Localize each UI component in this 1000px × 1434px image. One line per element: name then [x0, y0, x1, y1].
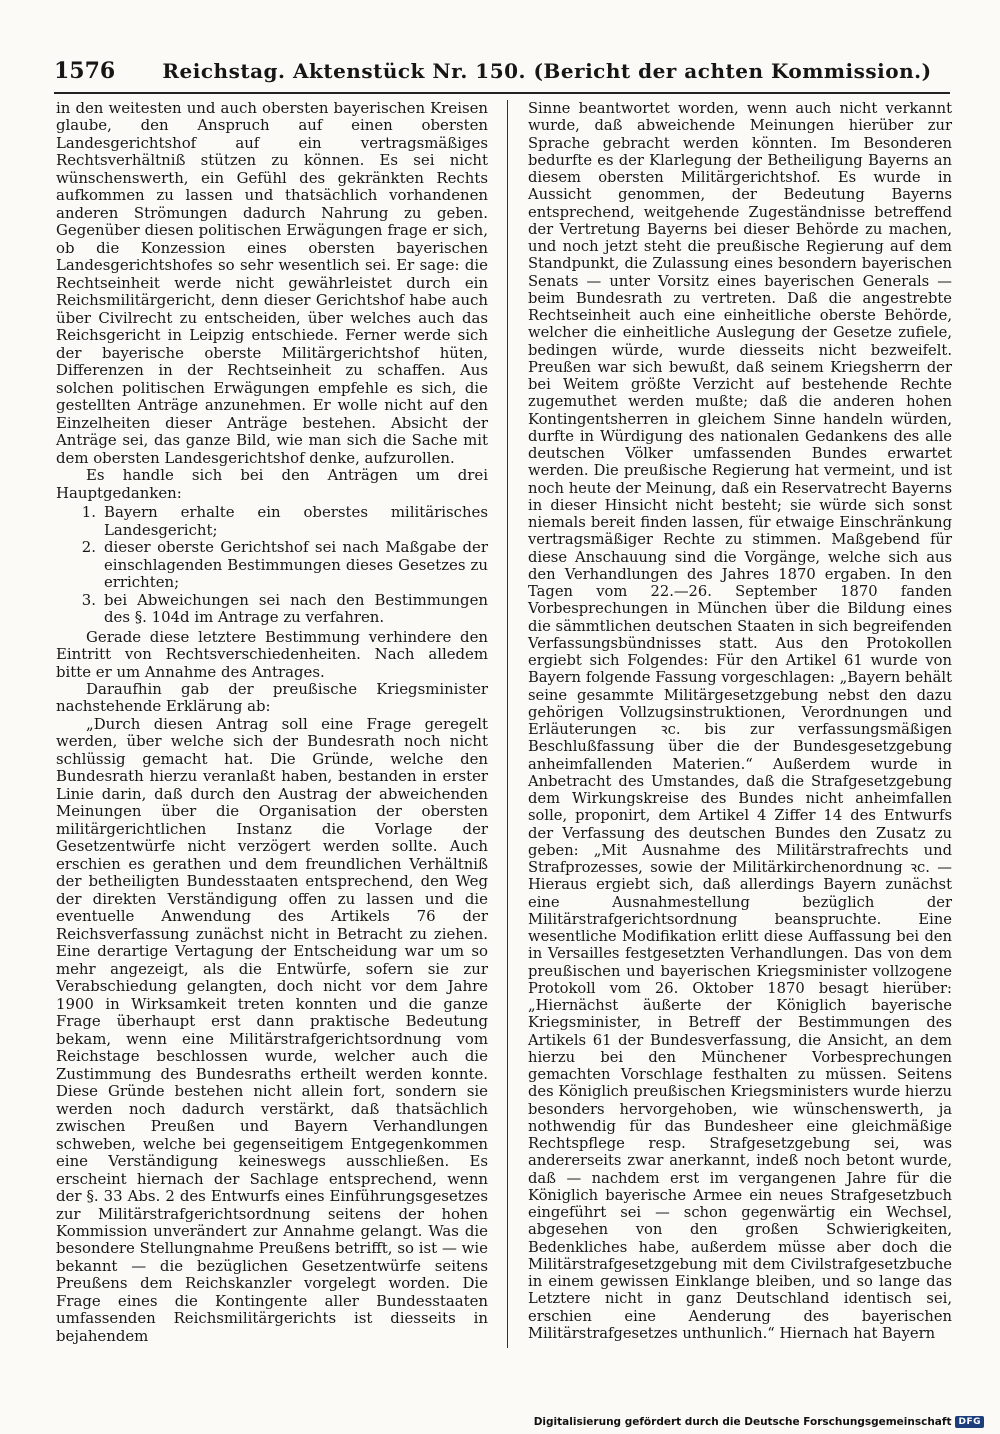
list-number: 2.: [81, 538, 96, 557]
left-column: [56, 100, 488, 1345]
right-column: [528, 100, 952, 1342]
list-item: [56, 539, 488, 591]
header-rule: [54, 92, 950, 94]
digitization-credit: [534, 1416, 984, 1428]
page-number: 1576: [54, 58, 116, 84]
paragraph: Gerade diese letztere Bestimmung verhindere den Eintritt von Rechtsverschiedenheiten. Nach alledem bitte er um Annahme des Antrages.: [56, 627, 488, 681]
quoted-declaration: „Durch diesen Antrag soll eine Frage geregelt werden, über welche sich der Bundesrath noch nicht schlüssig gemacht hat. Die Gründe, welche den Bundesrath hierzu veranlaßt haben, bestanden in erster Linie darin, daß durch den Austrag der abweichenden Meinungen über die Organisation der obersten militärgerichtlichen Instanz die Vorlage der Gesetzentwürfe nicht verzögert werden sollte. Auch erschien es gerathen und dem freundlichen Verhältniß der betheiligten Bundesstaaten entsprechend, den Weg der direkten Verständigung offen zu lassen und die eventuelle Anwendung des Artikels 76 der Reichsverfassung zunächst nicht in Betracht zu ziehen. Eine derartige Vertagung der Entscheidung war um so mehr angezeigt, als die Entwürfe, sofern sie zur Verabschiedung gelangten, doch nicht vor dem Jahre 1900 in Wirksamkeit treten konnten und die ganze Frage überhaupt erst dann praktische Bedeutung bekam, wenn eine Militärstrafgerichtsordnung vom Reichstage beschlossen wurde, welcher auch die Zustimmung des Bundesraths ertheilt werden konnte. Diese Gründe bestehen nicht allein fort, sondern sie werden noch dadurch verstärkt, daß thatsächlich zwischen Preußen und Bayern Verhandlungen schweben, welche bei gegenseitigem Entgegenkommen eine Verständigung keineswegs ausschließen. Es erscheint hiernach der Sachlage entsprechend, wenn der §. 33 Abs. 2 des Entwurfs eines Einführungsgesetzes zur Militärstrafgerichtsordnung seitens der hohen Kommission unverändert zur Annahme gelangt. Was die besondere Stellungnahme Preußens betrifft, so ist — wie bekannt — die bezüglichen Gesetzentwürfe seitens Preußens dem Reichskanzler vorgelegt worden. Die Frage eines die Kontingente aller Bundesstaaten umfassenden Reichsmilitärgerichts ist diesseits in bejahendem: [56, 714, 488, 1345]
list-text: Bayern erhalte ein oberstes militärisches Landesgericht;: [104, 503, 488, 539]
list-number: 3.: [81, 590, 96, 609]
page-header: [54, 58, 950, 88]
paragraph: Daraufhin gab der preußische Kriegsminister nachstehende Erklärung ab:: [56, 679, 488, 716]
list-text: dieser oberste Gerichtshof sei nach Maßgabe der einschlagenden Bestimmungen dieses Gesetzes zu errichten;: [104, 538, 488, 592]
list-text: bei Abweichungen sei nach den Bestimmungen des §. 104d im Antrage zu verfahren.: [104, 590, 488, 627]
paragraph: Sinne beantwortet worden, wenn auch nicht verkannt wurde, daß abweichende Meinungen hierüber zur Sprache gebracht werden könnten. Im Besonderen bedurfte es der Klarlegung der Betheiligung Bayerns an diesem obersten Militärgerichtshof. Es wurde in Aussicht genommen, der Bedeutung Bayerns entsprechend, weitgehende Zugeständnisse betreffend der Vertretung Bayerns bei dieser Behörde zu machen, und noch jetzt steht die preußische Regierung auf dem Standpunkt, die Zulassung eines besondern bayerischen Senats — unter Vorsitz eines bayerischen Generals — beim Bundesrath zu vertreten. Daß die angestrebte Rechtseinheit auch eine einheitliche oberste Behörde, welcher die einheitliche Auslegung der Gesetze zufiele, bedingen würde, wurde diesseits nicht bezweifelt. Preußen war sich bewußt, daß seinem Kriegsherrn der bei Weitem größte Verzicht auf bestehende Rechte zugemuthet werden mußte; daß die anderen hohen Kontingentsherren in gleichem Sinne handeln würden, durfte in Würdigung des nationalen Gedankens des alle deutschen Völker umfassenden Bundes erwartet werden. Die preußische Regierung hat vermeint, und ist noch heute der Meinung, daß ein Reservatrecht Bayerns in dieser Hinsicht nicht besteht; sie würde sich sonst niemals bereit finden lassen, für etwaige Einschränkung vertragsmäßiger Rechte zu stimmen. Maßgebend für diese Anschauung sind die Vorgänge, welche sich aus den Verhandlungen des Jahres 1870 ergaben. In den Tagen vom 22.—26. September 1870 fanden Vorbesprechungen in München über die Bildung eines die sämmtlichen deutschen Staaten in sich begreifenden Verfassungsbündnisses statt. Aus den Protokollen ergiebt sich Folgendes: Für den Artikel 61 wurde von Bayern folgende Fassung vorgeschlagen: „Bayern behält seine gesammte Militärgesetzgebung nebst den dazu gehörigen Vollzugsinstruktionen, Verordnungen und Erläuterungen ꝛc. bis zur verfassungsmäßigen Beschlußfassung über die der Bundesgesetzgebung anheimfallenden Materien.“ Außerdem wurde in Anbetracht des Umstandes, daß die Strafgesetzgebung dem Wirkungskreise des Bundes nicht anheimfallen solle, proponirt, dem Artikel 4 Ziffer 14 des Entwurfs der Verfassung des deutschen Bundes den Zusatz zu geben: „Mit Ausnahme des Militärstrafrechts und Strafprozesses, sowie der Militärkirchenordnung ꝛc. — Hieraus ergiebt sich, daß allerdings Bayern zunächst eine Ausnahmestellung bezüglich der Militärstrafgerichtsordnung beanspruchte. Eine wesentliche Modifikation erlitt diese Auffassung bei den in Versailles festgesetzten Verhandlungen. Das von dem preußischen und bayerischen Kriegsminister vollzogene Protokoll vom 26. Oktober 1870 besagt hierüber: „Hiernächst äußerte der Königlich bayerische Kriegsminister, in Betreff der Bestimmungen des Artikels 61 der Bundesverfassung, die Ansicht, an dem hierzu bei den Münchener Vorbesprechungen gemachten Vorschlage festhalten zu müssen. Seitens des Königlich preußischen Kriegsministers wurde hierzu besonders hervorgehoben, wie wünschenswerth, ja nothwendig für das Bundesheer eine gleichmäßige Rechtspflege resp. Strafgesetzgebung sei, was andererseits zwar anerkannt, indeß noch betont wurde, daß — nachdem erst im vergangenen Jahre für die Königlich bayerische Armee ein neues Strafgesetzbuch eingeführt sei — schon gegenwärtig ein Wechsel, abgesehen von den großen Schwierigkeiten, Bedenkliches habe, außerdem müsse aber doch die Militärstrafgesetzgebung mit dem Civilstrafgesetzbuche in einem gewissen Einklange bleiben, und so lange das Letztere nicht in ganz Deutschland identisch sei, erschien eine Aenderung des bayerischen Militärstrafgesetzes unthunlich.“ Hiernach hat Bayern: [528, 100, 952, 1342]
column-divider: [507, 100, 508, 1348]
running-title: Reichstag. Aktenstück Nr. 150. (Bericht der achten Kommission.): [162, 59, 932, 83]
list-item: [56, 504, 488, 539]
dfg-logo-icon: DFG: [955, 1416, 984, 1428]
list-number: 1.: [81, 503, 96, 522]
paragraph: Es handle sich bei den Anträgen um drei Hauptgedanken:: [56, 466, 488, 502]
list-item: [56, 592, 488, 627]
credit-text: Digitalisierung gefördert durch die Deutsche Forschungsgemeinschaft: [533, 1416, 952, 1428]
numbered-list: [56, 504, 488, 626]
paragraph: in den weitesten und auch obersten bayerischen Kreisen glaube, den Anspruch auf einen obersten Landesgerichtshof auf ein vertragsmäßiges Rechtsverhältniß stützen zu können. Es sei nicht wünschenswerth, ein Gefühl des gekränkten Rechts aufkommen zu lassen und thatsächlich vorhandenen anderen Strömungen dadurch Nahrung zu geben. Gegenüber diesen politischen Erwägungen frage er sich, ob die Konzession eines obersten bayerischen Landesgerichtshofes so sehr wesentlich sei. Er sage: die Rechtseinheit werde nicht gewährleistet durch ein Reichsmilitärgericht, denn dieser Gerichtshof habe auch über Civilrecht zu entscheiden, über welches auch das Reichsgericht in Leipzig entschiede. Ferner werde sich der bayerische oberste Militärgerichtshof hüten, Differenzen in der Rechtseinheit zu schaffen. Aus solchen politischen Erwägungen empfehle es sich, die gestellten Anträge anzunehmen. Er wolle nicht auf den Einzelheiten dieser Anträge bestehen. Absicht der Anträge sei, das ganze Bild, wie man sich die Sache mit dem obersten Landesgerichtshof denke, aufzurollen.: [56, 99, 488, 467]
